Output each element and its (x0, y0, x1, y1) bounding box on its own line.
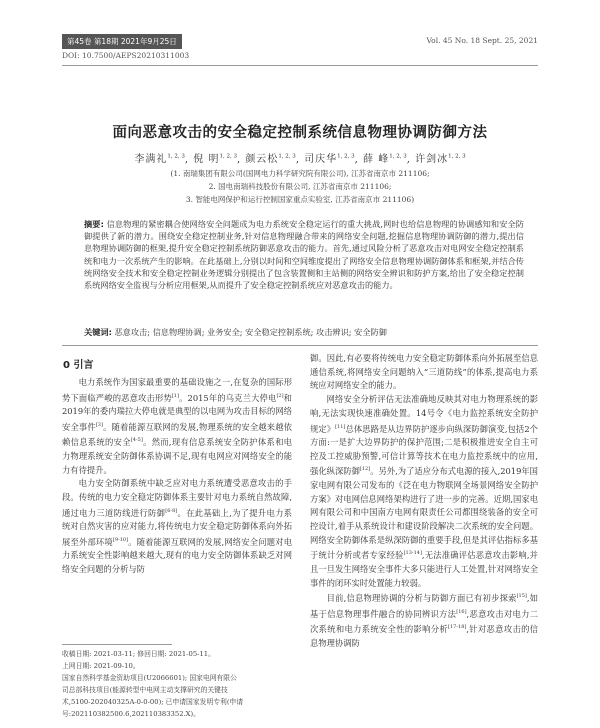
header-divider (62, 65, 538, 66)
author-affiliation-mark: 1, 2, 3 (167, 153, 185, 160)
abstract-label: 摘要: (84, 219, 104, 229)
author-affiliation-mark: 1, 2, 3 (448, 153, 466, 160)
paragraph-text: 。2015年的乌克兰大停电 (178, 392, 277, 403)
footnote-divider (62, 644, 172, 645)
section-heading: 0 引言 (63, 360, 94, 371)
author-affiliation-mark: 1, 2, 3 (278, 153, 296, 160)
body-paragraph (62, 477, 292, 576)
paragraph-text: ,针对恶意攻击的信息物理协调防 (310, 623, 538, 648)
paragraph-text: 和2019年的委内瑞拉大停电就是典型的以电网为攻击目标的网络安全事件 (62, 392, 292, 432)
body-paragraph (310, 590, 538, 650)
footnote-line: 术,5100-202040325A-0-0-00); 已申请国家发明专利(申请 (62, 698, 244, 706)
citation-ref: [4-5] (130, 437, 143, 444)
article-title: 面向恶意攻击的安全稳定控制系统信息物理协调防御方法 (112, 125, 488, 141)
abstract-divider (62, 345, 538, 346)
abstract-text: 信息物理的紧密耦合使网络安全问题成为电力系统安全稳定运行的重大挑战,网时也给信息物理的协调感知和安全防御提供了新的潜力。围绕安全稳定控制业务,针对信息物理融合带来的网络安全问题,挖掘信息物理协调防御的潜力,提出信息物理协调防御的框架,提升安全稳定控制系统防御恶意攻击的能力。首先,通过风险分析了恶意攻击对电网安全稳定控制系统和电力一次系统产生的影响。在此基础上,分别以时间和空间维度提出了网络安全信息物理协调防御体系和框架,并结合传统网络安全技术和安全稳定控制业务逻辑分别提出了包含装置侧和主站侧的网络安全辨识和防护方案,给出了安全稳定控制系统网络安全监视与分析应用框架,从而提升了安全稳定控制系统应对恶意攻击的能力。 (84, 219, 524, 291)
citation-ref: [15] (516, 593, 527, 600)
footnotes (62, 648, 292, 720)
author-name: 颜云松 (245, 154, 279, 165)
author-name: 许剑冰 (415, 154, 449, 165)
paragraph-text: 御。因此,有必要将传统电力安全稳定防御体系向外拓展至信息通信系统,将网络安全问题纳入“三道防线”的体系,提高电力系统应对网络安全的能力。 (310, 353, 538, 391)
body-paragraph (62, 376, 292, 477)
citation-ref: [6-8] (165, 507, 178, 514)
journal-header (62, 34, 538, 48)
volume-info-left: 第45卷 第18期 2021年9月25日 (62, 34, 182, 49)
paragraph-text: 。然而,现有信息系统安全防护体系和电力物理系统安全防御体系协调不足,现有电网应对网络安全的能力有待提升。 (62, 437, 292, 475)
footnote-line: 国家自然科学基金资助项目(U2066601); 国家电网有限公 (62, 674, 237, 682)
citation-ref: [17-18] (448, 624, 467, 631)
paragraph-text: 。另外,为了适应分布式电源的接入,2019年国家电网有限公司发布的《泛在电力物联网全场景网络安全防护方案》对电网信息网络架构进行了进一步的完善。近期,国家电网有限公司和中国南方电网有限责任公司都围绕装备的安全可控设计,着手从系统设计和建设阶段解决二次系统的安全问题。网络安全防御体系是纵深防御的重要手段,但是其评估指标多基于统计分析或者专家经验 (310, 466, 538, 561)
paragraph-text: 总体思路是从边界防护逐步向纵深防御演变,包括2个方面:一是扩大边界防护的保护范围;二是积极推进安全自主可控及工控威胁预警,可信计算等技术在电力监控系统中的应用,强化纵深防御 (310, 423, 538, 477)
volume-info-right: Vol. 45 No. 18 Sept. 25, 2021 (426, 36, 538, 45)
footnote-line: 司总部科技项目(能源转型中电网主动支撑研究的关键技 (62, 686, 228, 694)
citation-ref: [12] (359, 466, 371, 473)
keywords-text: 恶意攻击; 信息物理协调; 业务安全; 安全稳定控制系统; 攻击辨识; 安全防御 (114, 327, 387, 337)
paragraph-text: ,如基于信息物理事件融合的协同辨识方法 (310, 593, 539, 619)
footnote-line: 上网日期: 2021-09-10。 (62, 662, 140, 670)
citation-ref: [3] (95, 421, 103, 428)
citation-ref: [9-10] (112, 536, 129, 543)
author-affiliation-mark: 1, 2, 3 (389, 153, 407, 160)
body-paragraph (310, 393, 538, 590)
abstract-block (84, 218, 524, 291)
author-list: 李满礼$^{1, 2, 3}$, 倪 明$^{1, 2, 3}$, 颜云松$^{1, 2, 3}$, 司庆华$^{1, 2, 3}$, 薛 峰$^{1, 2, 3}$, 许剑冰$^{1, 2, 3}$ (134, 153, 466, 165)
body-paragraph (310, 352, 538, 393)
affiliation-line: 2. 国电南瑞科技股份有限公司, 江苏省南京市 211106; (208, 182, 392, 191)
paragraph-text: ,恶意攻击对电力二次系统和电力系统安全性的影响分析 (310, 608, 538, 634)
citation-ref: [13-14] (403, 550, 422, 557)
paragraph-text: 电力系统作为国家最重要的基础设施之一,在复杂的国际形势下面临严峻的恶意攻击形势 (62, 377, 292, 403)
paragraph-text: 目前,信息物理协调的分析与防御方面已有初步探索 (326, 593, 517, 604)
keywords-block (84, 326, 524, 338)
author-affiliation-mark: 1, 2, 3 (219, 153, 237, 160)
citation-ref: [16] (456, 608, 467, 615)
paragraph-text: 。在此基础上,为了提升电力系统对自然灾害的应对能力,将传统电力安全稳定防御体系向外拓展至外部环境 (62, 507, 292, 547)
author-affiliation-mark: 1, 2, 3 (337, 153, 355, 160)
paragraph-text: ,无法准确评估恶意攻击影响,并且一旦发生网络安全事件大多只能进行人工处置,针对网络安全事件的闭环实时处置能力较弱。 (310, 550, 538, 588)
right-column (310, 352, 538, 650)
affiliation-line: (1. 南瑞集团有限公司(国网电力科学研究院有限公司), 江苏省南京市 211106; (170, 169, 430, 178)
author-name: 司庆华 (304, 154, 338, 165)
paragraph-text: 。随着能源互联网的发展,物理系统的安全越来越依赖信息系统的安全 (62, 421, 292, 448)
affiliation-line: 3. 智能电网保护和运行控制国家重点实验室, 江苏省南京市 211106) (185, 195, 415, 204)
footnote-line: 收稿日期: 2021-03-11; 修回日期: 2021-05-11。 (62, 650, 215, 658)
citation-ref: [2] (276, 392, 284, 399)
author-name: 倪 明 (193, 154, 220, 165)
doi-text: DOI: 10.7500/AEPS20210311003 (62, 51, 190, 60)
footnote-line: 号:202110382500.6,202110383352.X)。 (62, 710, 200, 718)
left-column (62, 376, 292, 577)
citation-ref: [1] (171, 392, 179, 399)
citation-ref: [11] (335, 423, 346, 430)
paragraph-text: 网络安全分析评估无法准确地反映其对电力物理系统的影响,无法实现快速准确处置。14号令《电力监控系统安全防护规定》 (310, 394, 538, 434)
author-name: 李满礼 (134, 154, 168, 165)
author-name: 薛 峰 (363, 154, 390, 165)
paragraph-text: 。随着能源互联网的发展,网络安全问题对电力系统安全性影响越来越大,现有的电力安全防御体系缺乏对网络安全问题的分析与防 (62, 536, 292, 574)
keywords-label: 关键词: (84, 327, 112, 337)
paragraph-text: 电力安全防御系统中缺乏应对电力系统遭受恶意攻击的手段。传统的电力安全稳定防御体系主要针对电力系统自然故障,通过电力三道防线进行防御 (62, 478, 292, 518)
